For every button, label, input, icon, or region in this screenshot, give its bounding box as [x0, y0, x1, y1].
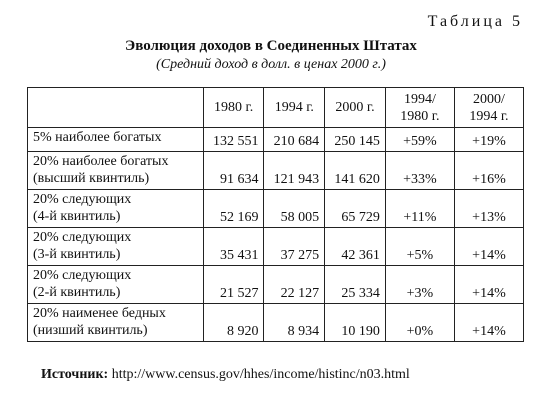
- header-cell-1980: 1980 г.: [203, 88, 264, 128]
- cell-1980: 8 920: [203, 304, 264, 342]
- table-row: [28, 190, 524, 228]
- row-label-line1: 20% следующих: [33, 230, 132, 245]
- cell-2000: 25 334: [325, 266, 386, 304]
- source-label: Источник:: [41, 367, 109, 382]
- header-cell-change-1994-1980: 1994/ 1980 г.: [385, 88, 454, 128]
- cell-change-2000-1994: +14%: [454, 266, 523, 304]
- cell-change-1994-1980: +3%: [385, 266, 454, 304]
- row-label: [28, 128, 204, 152]
- cell-change-2000-1994: +19%: [454, 128, 523, 152]
- cell-2000: 65 729: [325, 190, 386, 228]
- source-url: http://www.census.gov/hhes/income/histinc/n03.html: [111, 367, 410, 382]
- table-title: Эволюция доходов в Соединенных Штатах: [125, 38, 417, 54]
- row-label-line2: (высший квинтиль): [33, 171, 150, 186]
- row-label-line1: 20% следующих: [33, 192, 132, 207]
- cell-change-2000-1994: +14%: [454, 228, 523, 266]
- table-row: [28, 152, 524, 190]
- cell-1994: 8 934: [264, 304, 325, 342]
- cell-2000: 10 190: [325, 304, 386, 342]
- cell-1980: 52 169: [203, 190, 264, 228]
- cell-1994: 121 943: [264, 152, 325, 190]
- cell-change-1994-1980: +33%: [385, 152, 454, 190]
- row-label-line2: (3-й квинтиль): [33, 247, 121, 262]
- table-row: [28, 304, 524, 342]
- cell-change-2000-1994: +13%: [454, 190, 523, 228]
- cell-1980: 132 551: [203, 128, 264, 152]
- cell-1994: 22 127: [264, 266, 325, 304]
- table-subtitle: (Средний доход в долл. в ценах 2000 г.): [156, 57, 386, 72]
- cell-change-2000-1994: +16%: [454, 152, 523, 190]
- row-label: [28, 228, 204, 266]
- table-number: Таблица 5: [427, 13, 523, 30]
- cell-change-1994-1980: +5%: [385, 228, 454, 266]
- source-note: [41, 367, 410, 383]
- row-label: [28, 266, 204, 304]
- row-label: [28, 304, 204, 342]
- row-label-line1: 20% наиболее богатых: [33, 154, 169, 169]
- row-label-line1: 20% следующих: [33, 268, 132, 283]
- cell-change-1994-1980: +0%: [385, 304, 454, 342]
- row-label-line2: (2-й квинтиль): [33, 285, 121, 300]
- cell-1980: 21 527: [203, 266, 264, 304]
- cell-2000: 250 145: [325, 128, 386, 152]
- table-row: [28, 266, 524, 304]
- row-label-line2: (4-й квинтиль): [33, 209, 121, 224]
- income-table: [27, 87, 524, 342]
- row-label-line2: (низший квинтиль): [33, 323, 148, 338]
- row-label-line1: 20% наименее бедных: [33, 306, 166, 321]
- cell-1994: 37 275: [264, 228, 325, 266]
- row-label: [28, 190, 204, 228]
- table-row: [28, 128, 524, 152]
- cell-1980: 91 634: [203, 152, 264, 190]
- header-row: [28, 88, 524, 128]
- cell-1994: 210 684: [264, 128, 325, 152]
- cell-2000: 141 620: [325, 152, 386, 190]
- cell-change-2000-1994: +14%: [454, 304, 523, 342]
- header-cell-change-2000-1994: 2000/ 1994 г.: [454, 88, 523, 128]
- row-label-line1: 5% наиболее богатых: [33, 130, 162, 145]
- header-cell-empty: [28, 88, 204, 128]
- cell-change-1994-1980: +59%: [385, 128, 454, 152]
- row-label: [28, 152, 204, 190]
- table-row: [28, 228, 524, 266]
- cell-1994: 58 005: [264, 190, 325, 228]
- header-cell-1994: 1994 г.: [264, 88, 325, 128]
- cell-change-1994-1980: +11%: [385, 190, 454, 228]
- cell-1980: 35 431: [203, 228, 264, 266]
- header-cell-2000: 2000 г.: [325, 88, 386, 128]
- cell-2000: 42 361: [325, 228, 386, 266]
